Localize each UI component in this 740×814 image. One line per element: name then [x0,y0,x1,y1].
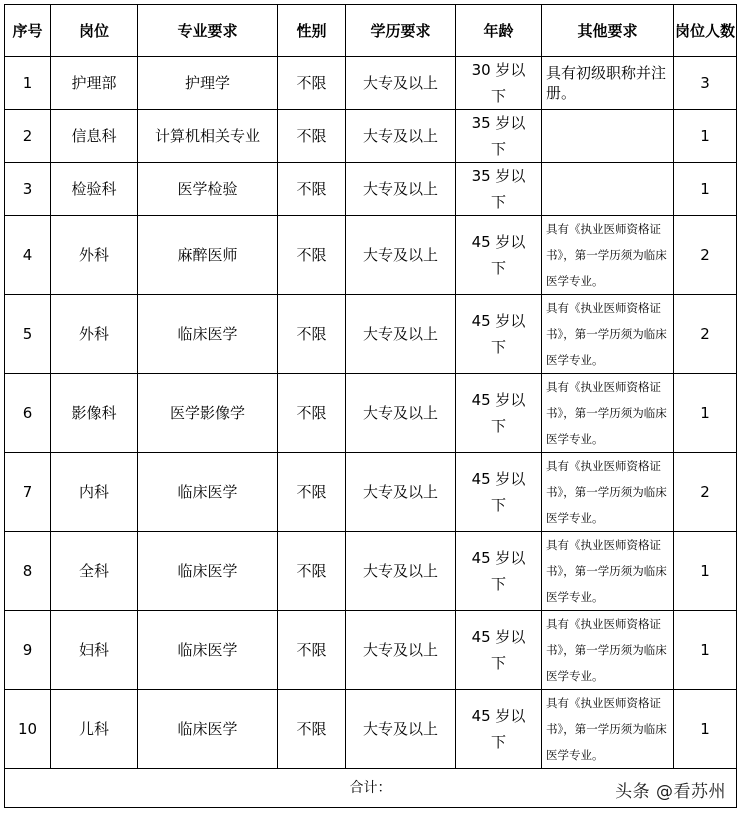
cell-count: 1 [674,611,737,690]
cell-education: 大专及以上 [346,532,456,611]
cell-education: 大专及以上 [346,110,456,163]
table-row [5,216,737,295]
cell-major: 医学检验 [138,163,278,216]
header-position: 岗位 [51,5,138,57]
cell-other: 具有《执业医师资格证书》，第一学历须为临床医学专业。 [542,611,674,690]
age-value: 45 岁以下 [471,628,526,672]
age-value: 45 岁以下 [471,312,526,356]
cell-other [542,163,674,216]
age-value: 45 岁以下 [471,470,526,514]
header-row [5,5,737,57]
table-row [5,57,737,110]
cell-other: 具有《执业医师资格证书》，第一学历须为临床医学专业。 [542,532,674,611]
cell-education: 大专及以上 [346,690,456,769]
cell-count: 2 [674,295,737,374]
cell-age [456,163,542,216]
header-other: 其他要求 [542,5,674,57]
cell-other: 具有《执业医师资格证书》，第一学历须为临床医学专业。 [542,453,674,532]
cell-gender: 不限 [278,110,346,163]
cell-other: 具有《执业医师资格证书》，第一学历须为临床医学专业。 [542,690,674,769]
age-value: 30 岁以下 [471,61,526,105]
header-count: 岗位人数 [674,5,737,57]
cell-age [456,532,542,611]
age-value: 45 岁以下 [471,233,526,277]
cell-position: 妇科 [51,611,138,690]
cell-major: 临床医学 [138,690,278,769]
cell-education: 大专及以上 [346,374,456,453]
cell-major: 临床医学 [138,532,278,611]
cell-position: 影像科 [51,374,138,453]
cell-other: 具有《执业医师资格证书》，第一学历须为临床医学专业。 [542,216,674,295]
cell-age [456,216,542,295]
cell-seq: 4 [5,216,51,295]
cell-seq: 5 [5,295,51,374]
recruitment-table [4,4,737,808]
table-row [5,453,737,532]
age-value: 45 岁以下 [471,391,526,435]
watermark: 头条 @看苏州 [615,782,726,802]
table-row [5,163,737,216]
cell-position: 信息科 [51,110,138,163]
cell-seq: 8 [5,532,51,611]
header-gender: 性别 [278,5,346,57]
cell-gender: 不限 [278,216,346,295]
cell-seq: 3 [5,163,51,216]
cell-education: 大专及以上 [346,295,456,374]
cell-age [456,110,542,163]
cell-age [456,57,542,110]
cell-gender: 不限 [278,163,346,216]
cell-position: 儿科 [51,690,138,769]
table-row [5,110,737,163]
cell-seq: 7 [5,453,51,532]
cell-age [456,611,542,690]
cell-major: 医学影像学 [138,374,278,453]
cell-other: 具有初级职称并注册。 [542,57,674,110]
cell-age [456,295,542,374]
total-label: 合计： [5,769,737,808]
cell-major: 临床医学 [138,453,278,532]
cell-education: 大专及以上 [346,216,456,295]
cell-position: 内科 [51,453,138,532]
cell-position: 全科 [51,532,138,611]
cell-position: 检验科 [51,163,138,216]
age-value: 35 岁以下 [471,114,526,158]
age-value: 35 岁以下 [471,167,526,211]
cell-count: 2 [674,216,737,295]
cell-gender: 不限 [278,295,346,374]
cell-seq: 9 [5,611,51,690]
cell-major: 临床医学 [138,295,278,374]
cell-seq: 6 [5,374,51,453]
cell-count: 1 [674,374,737,453]
cell-position: 护理部 [51,57,138,110]
cell-count: 2 [674,453,737,532]
cell-major: 临床医学 [138,611,278,690]
cell-other [542,110,674,163]
table-row [5,690,737,769]
cell-position: 外科 [51,295,138,374]
cell-count: 3 [674,57,737,110]
cell-major: 计算机相关专业 [138,110,278,163]
age-value: 45 岁以下 [471,549,526,593]
cell-gender: 不限 [278,690,346,769]
cell-age [456,690,542,769]
cell-seq: 1 [5,57,51,110]
cell-major: 麻醉医师 [138,216,278,295]
cell-major: 护理学 [138,57,278,110]
cell-education: 大专及以上 [346,163,456,216]
cell-gender: 不限 [278,532,346,611]
cell-other: 具有《执业医师资格证书》，第一学历须为临床医学专业。 [542,295,674,374]
cell-count: 1 [674,163,737,216]
cell-education: 大专及以上 [346,453,456,532]
cell-count: 1 [674,110,737,163]
header-major: 专业要求 [138,5,278,57]
age-value: 45 岁以下 [471,707,526,751]
cell-count: 1 [674,690,737,769]
cell-gender: 不限 [278,453,346,532]
cell-position: 外科 [51,216,138,295]
header-seq: 序号 [5,5,51,57]
cell-age [456,374,542,453]
cell-education: 大专及以上 [346,57,456,110]
cell-seq: 10 [5,690,51,769]
cell-gender: 不限 [278,374,346,453]
cell-other: 具有《执业医师资格证书》，第一学历须为临床医学专业。 [542,374,674,453]
header-education: 学历要求 [346,5,456,57]
cell-gender: 不限 [278,57,346,110]
cell-education: 大专及以上 [346,611,456,690]
cell-age [456,453,542,532]
table-row [5,611,737,690]
cell-count: 1 [674,532,737,611]
cell-seq: 2 [5,110,51,163]
table-row [5,295,737,374]
header-age: 年龄 [456,5,542,57]
cell-gender: 不限 [278,611,346,690]
table-row [5,532,737,611]
table-row [5,374,737,453]
